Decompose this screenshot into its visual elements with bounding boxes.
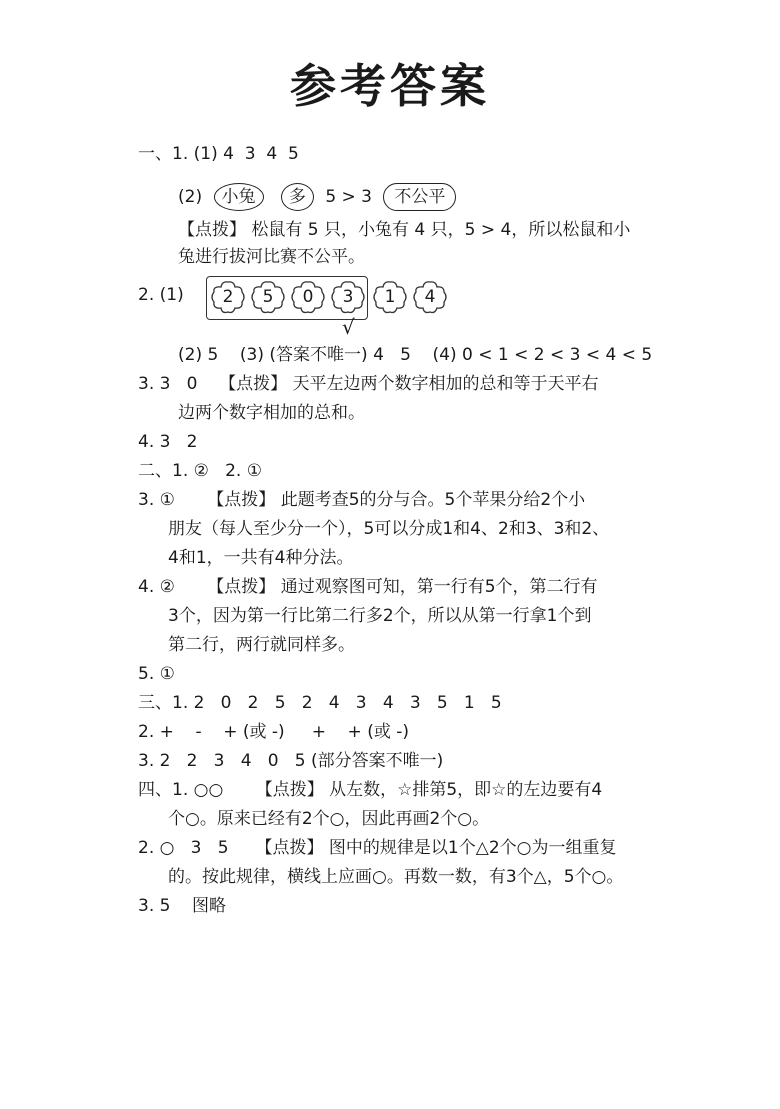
- compare-text: 5 > 3: [325, 187, 372, 207]
- flower-card: [330, 279, 366, 315]
- part4-q1-line2: 个○。原来已经有2个○，因此再画2个○。: [168, 809, 490, 829]
- part2-q3-line1: 3. ① 【点拨】 此题考查5的分与合。5个苹果分给2个小: [138, 490, 586, 510]
- flower-card: [290, 279, 326, 315]
- part1-q1-2: [178, 183, 462, 211]
- part1-q1-tip-line1: 【点拨】 松鼠有 5 只，小兔有 4 只，5 > 4，所以松鼠和小: [178, 220, 631, 240]
- flower-card: [412, 279, 448, 315]
- circled-answer-more: 多: [281, 183, 314, 211]
- flower-number: 3: [342, 287, 354, 307]
- part1-q1-tip-line2: 兔进行拔河比赛不公平。: [178, 247, 365, 267]
- part1-q3-line1: 3. 3 0 【点拨】 天平左边两个数字相加的总和等于天平右: [138, 374, 599, 394]
- flower-number: 1: [384, 287, 396, 307]
- flower-card: [210, 279, 246, 315]
- part2-q3-line2: 朋友（每人至少分一个），5可以分成1和4、2和3、3和2、: [168, 519, 610, 539]
- part1-q3-line2: 边两个数字相加的总和。: [178, 403, 365, 423]
- part4-q3: 3. 5 图略: [138, 896, 227, 916]
- circled-answer-rabbit: 小兔: [214, 183, 264, 211]
- q1-2-prefix: (2): [178, 187, 203, 207]
- checkmark-icon: √: [342, 315, 355, 339]
- page-title: 参考答案: [290, 59, 490, 113]
- flower-card: [250, 279, 286, 315]
- part4-q2-line1: 2. ○ 3 5 【点拨】 图中的规律是以1个△2个○为一组重复: [138, 838, 617, 858]
- flower-card: [372, 279, 408, 315]
- part2-q1-2: 二、1. ② 2. ①: [138, 461, 262, 481]
- part2-q4-line1: 4. ② 【点拨】 通过观察图可知，第一行有5个，第二行有: [138, 577, 598, 597]
- flower-number: 2: [222, 287, 234, 307]
- part3-q2: 2. + - + (或 -) + + (或 -): [138, 722, 410, 742]
- part2-q4-line2: 3个，因为第一行比第二行多2个，所以从第一行拿1个到: [168, 606, 592, 626]
- part3-q3: 3. 2 2 3 4 0 5 (部分答案不唯一): [138, 751, 444, 771]
- part1-q2-prefix: 2. (1): [138, 285, 184, 305]
- circled-answer-unfair: 不公平: [383, 183, 456, 211]
- part1-q4: 4. 3 2: [138, 432, 198, 452]
- part4-q2-line2: 的。按此规律，横线上应画○。再数一数，有3个△，5个○。: [168, 867, 624, 887]
- part4-q1-line1: 四、1. ○○ 【点拨】 从左数，☆排第5，即☆的左边要有4: [138, 780, 603, 800]
- part3-q1: 三、1. 2 0 2 5 2 4 3 4 3 5 1 5: [138, 693, 502, 713]
- flower-number: 0: [302, 287, 314, 307]
- part2-q5: 5. ①: [138, 664, 175, 684]
- flower-number: 4: [424, 287, 436, 307]
- part1-q1-1: 一、1. (1) 4 3 4 5: [138, 144, 299, 164]
- part2-q3-line3: 4和1，一共有4种分法。: [168, 548, 354, 568]
- part2-q4-line3: 第二行，两行就同样多。: [168, 635, 355, 655]
- part1-q2-rest: (2) 5 (3) (答案不唯一) 4 5 (4) 0 < 1 < 2 < 3 < 4 < 5: [178, 345, 653, 365]
- flower-number: 5: [262, 287, 274, 307]
